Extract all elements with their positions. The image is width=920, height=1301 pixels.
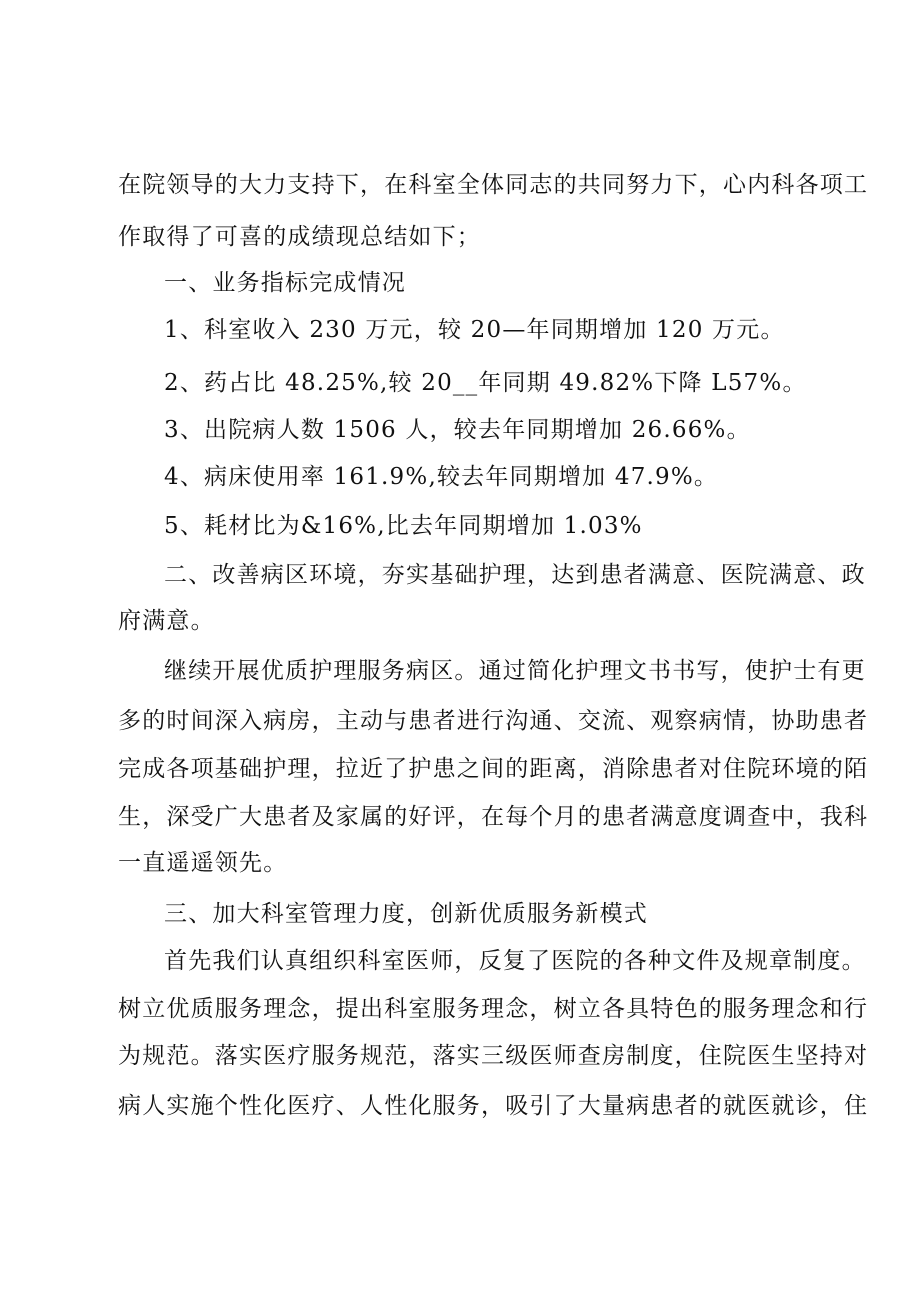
section-heading: 一、业务指标完成情况 bbox=[164, 270, 406, 296]
body-text-line: 继续开展优质护理服务病区。通过简化护理文书书写，使护士有更 bbox=[164, 658, 866, 684]
body-text-line: 作取得了可喜的成绩现总结如下； bbox=[118, 224, 481, 250]
section-heading: 二、改善病区环境，夯实基础护理，达到患者满意、医院满意、政 bbox=[164, 562, 866, 588]
list-item: 3、出院病人数 1506 人，较去年同期增加 26.66%。 bbox=[164, 417, 751, 443]
body-text-line: 为规范。落实医疗服务规范，落实三级医师查房制度，住院医生坚持对 bbox=[118, 1043, 869, 1069]
body-text-line: 一直遥遥领先。 bbox=[118, 850, 288, 876]
list-item: 4、病床使用率 161.9%,较去年同期增加 47.9%。 bbox=[164, 464, 719, 490]
section-heading: 府满意。 bbox=[118, 608, 215, 634]
body-text-line: 在院领导的大力支持下，在科室全体同志的共同努力下，心内科各项工 bbox=[118, 172, 869, 198]
body-text-line: 首先我们认真组织科室医师，反复了医院的各种文件及规章制度。 bbox=[164, 948, 866, 974]
section-heading: 三、加大科室管理力度，创新优质服务新模式 bbox=[164, 901, 648, 927]
list-item: 5、耗材比为&16%,比去年同期增加 1.03% bbox=[164, 513, 643, 539]
list-item: 2、药占比 48.25%,较 20__年同期 49.82%下降 L57%。 bbox=[164, 370, 807, 396]
body-text-line: 多的时间深入病房，主动与患者进行沟通、交流、观察病情，协助患者 bbox=[118, 708, 869, 734]
body-text-line: 病人实施个性化医疗、人性化服务，吸引了大量病患者的就医就诊，住 bbox=[118, 1093, 869, 1119]
body-text-line: 完成各项基础护理，拉近了护患之间的距离，消除患者对住院环境的陌 bbox=[118, 756, 869, 782]
body-text-line: 生，深受广大患者及家属的好评，在每个月的患者满意度调查中，我科 bbox=[118, 804, 869, 830]
body-text-line: 树立优质服务理念，提出科室服务理念，树立各具特色的服务理念和行 bbox=[118, 996, 869, 1022]
list-item: 1、科室收入 230 万元，较 20—年同期增加 120 万元。 bbox=[164, 317, 785, 343]
